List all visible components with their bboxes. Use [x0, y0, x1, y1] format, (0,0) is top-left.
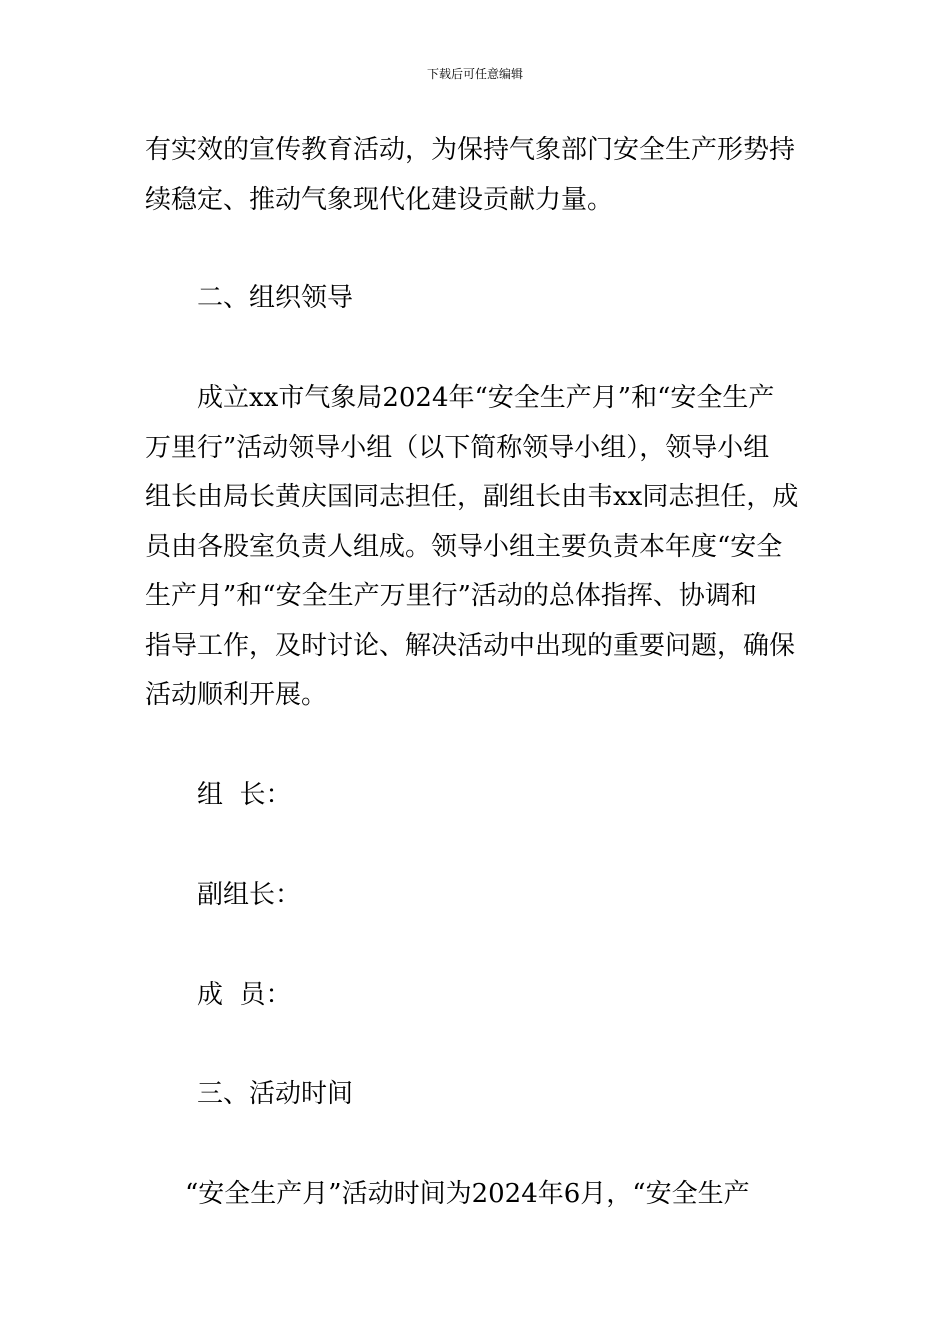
paragraph-intro: [145, 126, 809, 225]
paragraph-activity-time: [145, 1170, 809, 1220]
field-label-vice-leader: 副组长：: [197, 880, 302, 910]
paragraph-line: 有实效的宣传教育活动，为保持气象部门安全生产形势持: [145, 135, 796, 165]
section-heading-activity-time: [145, 1070, 809, 1120]
heading-text: 二、组织领导: [197, 283, 354, 313]
paragraph-line: 生产月”和“安全生产万里行”活动的总体指挥、协调和: [145, 581, 757, 611]
paragraph-line: “安全生产月”活动时间为2024年6月，“安全生产: [185, 1179, 750, 1209]
paragraph-leadership-group: [145, 374, 809, 721]
paragraph-line: 员由各股室负责人组成。领导小组主要负责本年度“安全: [145, 531, 783, 562]
heading-text: 三、活动时间: [197, 1079, 354, 1109]
section-heading-organization: [145, 274, 809, 324]
field-leader: [145, 771, 809, 821]
field-vice-leader: [145, 871, 809, 921]
paragraph-line: 指导工作，及时讨论、解决活动中出现的重要问题，确保: [145, 630, 796, 661]
paragraph-line: 万里行”活动领导小组（以下简称领导小组），领导小组: [145, 432, 770, 463]
paragraph-line: 成立xx市气象局2024年“安全生产月”和“安全生产: [197, 383, 775, 413]
page-header: 下载后可任意编辑: [426, 67, 523, 81]
field-label-leader: 组 长：: [197, 780, 292, 810]
field-members: [145, 971, 809, 1021]
paragraph-line: 组长由局长黄庆国同志担任，副组长由韦xx同志担任，成: [145, 482, 799, 512]
field-label-members: 成 员：: [197, 980, 292, 1010]
paragraph-line: 续稳定、推动气象现代化建设贡献力量。: [145, 184, 614, 215]
paragraph-line: 活动顺利开展。: [145, 680, 328, 710]
